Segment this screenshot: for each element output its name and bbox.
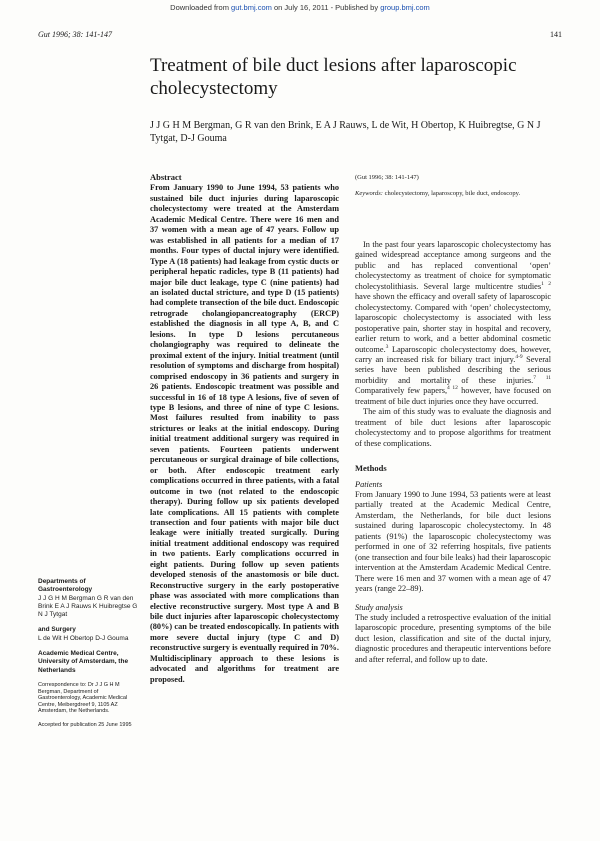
intro-text-b: have shown the efficacy and overall safety of laparoscopic cholecystectomy. Compared with ‘open’ cholecystectomy, laparoscopic cholecystectomy is associated with less postoperative pain, shorter stay in hospital and recovery, earlier return to work, and a better abdominal cosmetic outcome. [355, 292, 551, 354]
study-analysis-paragraph: The study included a retrospective evaluation of the initial laparoscopic procedure, presenting symptoms of the bile duct lesion, classification and site of the ductal injury, diagnostic procedures and therapeutic interventions before and after referral, and follow up to date. [355, 612, 551, 664]
keywords-label: Keywords: [355, 190, 383, 197]
abstract-citation: (Gut 1996; 38: 141-147) [355, 174, 419, 181]
page-number: 141 [550, 30, 562, 39]
right-column [355, 172, 551, 665]
accepted-date: Accepted for publication 25 June 1995 [38, 721, 132, 728]
download-banner [0, 3, 600, 12]
ref[interactable]: 7 11 [533, 375, 551, 382]
banner-mid: on July 16, 2011 - Published by [274, 3, 379, 12]
dept-surgery-names: L de Wit H Obertop D-J Gouma [38, 634, 129, 642]
banner-site-link[interactable]: gut.bmj.com [231, 3, 272, 12]
ref[interactable]: 4-9 [515, 354, 523, 361]
abstract-heading: Abstract [150, 172, 182, 182]
intro-text-f: however, have focused on treatment of bile duct injuries once they have occurred. [355, 386, 551, 406]
journal-citation: Gut 1996; 38: 141-147 [38, 30, 112, 39]
article-title: Treatment of bile duct lesions after laparoscopic cholecystectomy [150, 55, 517, 99]
keywords [355, 190, 551, 198]
intro-paragraph-1 [355, 240, 551, 407]
banner-prefix: Downloaded from [170, 3, 229, 12]
study-analysis-heading: Study analysis [355, 602, 403, 612]
methods-heading: Methods [355, 463, 387, 474]
ref[interactable]: 4 12 [447, 385, 458, 392]
intro-text-c: Laparoscopic cholecystectomy does, however, carry an increased risk for biliary tract injury. [355, 344, 551, 364]
correspondence: Correspondence to: Dr J J G H M Bergman, Department of Gastroenterology, Academic Medical Centre, Meibergdreef 9, 1105 AZ Amsterdam, the Netherlands. [38, 681, 128, 715]
dept-gastro-names: J J G H M Bergman G R van den Brink E A J Rauws K Huibregtse G N J Tytgat [38, 594, 138, 619]
abstract-body: From January 1990 to June 1994, 53 patients who sustained bile duct injuries during laparoscopic cholecystectomy were treated at the Amsterdam Academic Medical Centre. There were 16 men and 37 women with a mean age of 47 years. Follow up was established in all patients for a median of 17 months. Four types of ductal injury were identified. Type A (18 patients) had leakage from cystic ducts or peripheral hepatic radicles, type B (11 patients) had major bile duct leakage, type C (nine patients) had an isolated ductal stricture, and type D (15 patients) had complete transection of the bile duct. Endoscopic retrograde cholangiopancreatography (ERCP) established the diagnosis in all type A, B, and C lesions. In type D lesions percutaneous cholangiography was required to delineate the proximal extent of the injury. Initial treatment (until resolution of symptoms and discharge from hospital) comprised endoscopy in 36 patients and surgery in 26 patients. Endoscopic treatment was possible and successful in 16 of 18 type A lesions, five of seven of type B lesions, and three of nine of type C lesions. Most failures resulted from inability to pass strictures or leaks at the initial endoscopy. During initial treatment additional surgery was required in seven patients. Fourteen patients underwent percutaneous or surgical drainage of bile collections, or both. After endoscopic treatment early complications occurred in three patients, with a fatal outcome in two (not related to the endoscopic therapy). During follow up six patients developed late complications. All 15 patients with complete transection and four patients with major bile duct leakage were initially treated surgically. During initial treatment additional endoscopy was required in two patients. Early complications occurred in eight patients. During follow up seven patients developed stenosis of the anastomosis or bile duct. Reconstructive surgery in the early postoperative phase was associated with more complications than elective reconstructive surgery. Most type A and B bile duct injuries after laparoscopic cholecystectomy (80%) can be treated endoscopically. In patients with more severe ductal injury (type C and D) reconstructive surgery is eventually required in 70%. Multidisciplinary approach to these lesions is advocated and algorithms for treatment are proposed. [150, 183, 339, 684]
ref[interactable]: 1 2 [541, 281, 551, 288]
banner-publisher-link[interactable]: group.bmj.com [380, 3, 430, 12]
keywords-list: cholecystectomy, laparoscopy, bile duct, endoscopy. [384, 190, 521, 197]
affiliations-sidebar [38, 578, 138, 729]
dept-surgery-title: and Surgery [38, 626, 76, 634]
institution: Academic Medical Centre, University of Amsterdam, the Netherlands [38, 650, 129, 674]
intro-text-d: Several series have been published describing the serious morbidity and mortality of these injuries. [355, 354, 551, 385]
running-head [38, 30, 562, 39]
author-list: J J G H M Bergman, G R van den Brink, E A J Rauws, L de Wit, H Obertop, K Huibregtse, G N J Tytgat, D-J Gouma [150, 120, 541, 144]
dept-gastro-title: Departments of Gastroenterology [38, 578, 93, 594]
intro-text-a: In the past four years laparoscopic cholecystectomy has gained widespread acceptance among surgeons and the public and has replaced conventional ‘open’ cholecystectomy as treatment of choice for symptomatic cholecystolithiasis. Several large multicentre studies [355, 240, 551, 291]
patients-paragraph: From January 1990 to June 1994, 53 patients were at least partially treated at the Academic Medical Centre, Amsterdam, the Netherlands, for bile duct lesions sustained during laparoscopic cholecystectomy. In 48 patients (91%) the laparoscopic cholecystectomy was performed in one of 32 referring hospitals, five patients (one transection and four bile leaks) had their laparoscopic intervention at the Amsterdam Academic Medical Centre. There were 16 men and 37 women with a mean age of 47 years (range 22–89). [355, 489, 551, 594]
intro-text-e: Comparatively few papers, [355, 386, 448, 396]
patients-heading: Patients [355, 479, 383, 489]
intro-paragraph-2: The aim of this study was to evaluate the diagnosis and treatment of bile duct lesions after laparoscopic cholecystectomy and to propose algorithms for treatment of these complications. [355, 407, 551, 448]
left-column [150, 172, 339, 685]
ref[interactable]: 3 [385, 343, 389, 350]
